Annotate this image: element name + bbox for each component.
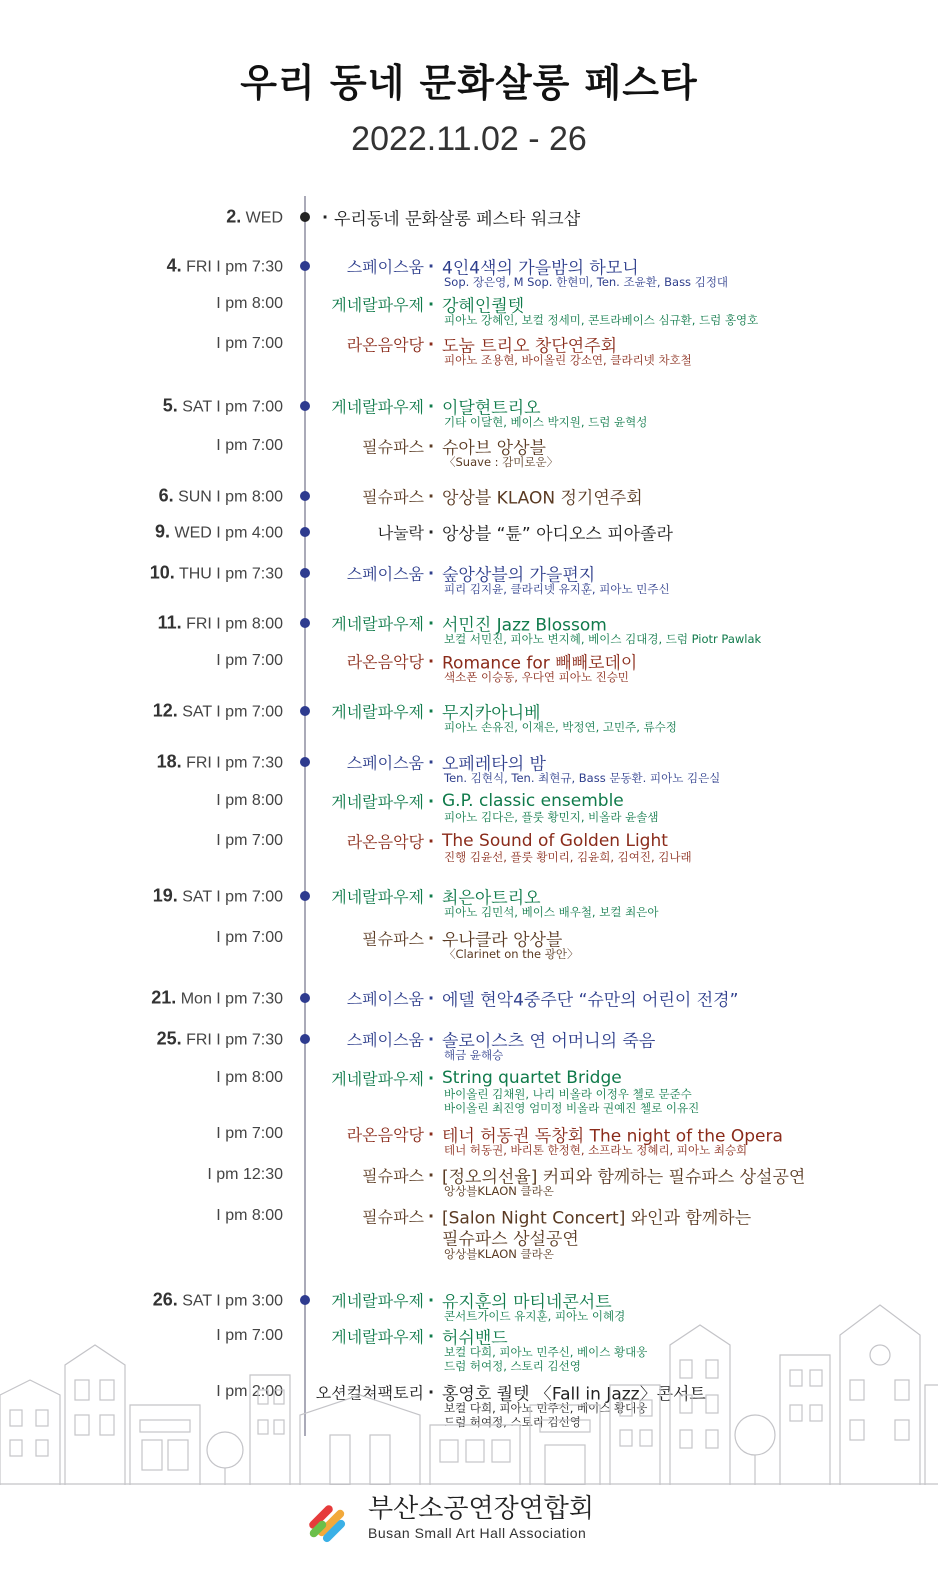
event-day: 25. bbox=[156, 1028, 182, 1049]
event-title: 솔로이스츠 연 어머니의 죽음 bbox=[442, 1031, 656, 1052]
event-time: I pm 7:00 bbox=[216, 1125, 283, 1142]
timeline-dot bbox=[300, 993, 310, 1003]
timeline-line bbox=[304, 196, 306, 1436]
event-time: I pm 2:00 bbox=[216, 1383, 283, 1400]
event-time: FRI I pm 8:00 bbox=[186, 615, 283, 633]
event-performers: 피아노 김민석, 베이스 배우철, 보컬 최은아 bbox=[444, 905, 659, 919]
event-datetime bbox=[207, 1166, 283, 1184]
event-time: I pm 8:00 bbox=[216, 1069, 283, 1086]
bullet-separator: · bbox=[428, 1165, 435, 1185]
event-performers: 피아노 김다은, 플룻 황민지, 비올라 윤솔샘 bbox=[444, 810, 659, 824]
event-day: 6. bbox=[158, 485, 174, 506]
event-title: 4인4색의 가을밤의 하모니 bbox=[442, 258, 639, 279]
bullet-separator: · bbox=[428, 1290, 435, 1310]
bullet-separator: · bbox=[428, 988, 435, 1008]
event-datetime bbox=[216, 295, 283, 313]
event-day: 19. bbox=[152, 885, 178, 906]
event-performers: 보컬 다희, 피아노 민주신, 베이스 황대웅 bbox=[444, 1401, 648, 1415]
event-venue: 스페이스움 bbox=[346, 564, 424, 584]
bullet-separator: · bbox=[428, 486, 435, 506]
bullet-separator: · bbox=[428, 436, 435, 456]
event-day: 5. bbox=[162, 395, 178, 416]
event-performers: Ten. 김현식, Ten. 최현규, Bass 문동환. 피아노 김은실 bbox=[444, 771, 721, 785]
organization-name-english: Busan Small Art Hall Association bbox=[368, 1525, 587, 1541]
event-performers: 〈Clarinet on the 광안〉 bbox=[444, 947, 579, 961]
event-title: 이달현트리오 bbox=[442, 398, 541, 419]
event-performers: 기타 이달현, 베이스 박지원, 드럼 윤혁성 bbox=[444, 415, 648, 429]
event-time: I pm 7:00 bbox=[216, 335, 283, 352]
timeline-dot bbox=[300, 1034, 310, 1044]
timeline-dot bbox=[300, 757, 310, 767]
event-time: FRI I pm 7:30 bbox=[186, 1031, 283, 1049]
event-performers: 바이올린 김채원, 나리 비올라 이정우 첼로 문준수 bbox=[444, 1087, 692, 1101]
poster-title: 우리 동네 문화살롱 페스타 bbox=[240, 61, 698, 105]
event-venue: 스페이스움 bbox=[346, 989, 424, 1009]
event-datetime bbox=[216, 929, 283, 947]
event-title: 무지카아니베 bbox=[442, 703, 541, 724]
timeline-dot bbox=[300, 527, 310, 537]
event-performers: 테너 허동권, 바리톤 한정현, 소프라노 정혜리, 피아노 최승희 bbox=[444, 1143, 748, 1157]
event-time: FRI I pm 7:30 bbox=[186, 258, 283, 276]
event-datetime bbox=[216, 652, 283, 670]
event-time: FRI I pm 7:30 bbox=[186, 754, 283, 772]
event-time: I pm 7:00 bbox=[216, 929, 283, 946]
event-venue: 게네랄파우제 bbox=[331, 792, 424, 812]
event-datetime bbox=[163, 396, 283, 417]
timeline-dot bbox=[300, 212, 310, 222]
event-title: 앙상블 KLAON 정기연주회 bbox=[442, 488, 643, 509]
bullet-separator: · bbox=[428, 1068, 435, 1088]
event-day: 26. bbox=[152, 1289, 178, 1310]
event-venue: 라온음악당 bbox=[346, 652, 424, 672]
event-title: 강혜인퀄텟 bbox=[442, 296, 525, 317]
event-title: Romance for 빼빼로데이 bbox=[442, 653, 638, 674]
event-time: WED I pm 4:00 bbox=[174, 524, 283, 542]
event-time: I pm 7:00 bbox=[216, 832, 283, 849]
event-datetime bbox=[157, 1029, 283, 1050]
event-time: SAT I pm 7:00 bbox=[182, 888, 283, 906]
event-datetime bbox=[226, 207, 283, 228]
event-datetime bbox=[157, 752, 283, 773]
event-venue: 스페이스움 bbox=[346, 257, 424, 277]
event-title: 최은아트리오 bbox=[442, 888, 541, 909]
event-performers: 앙상블KLAON 클라온 bbox=[444, 1247, 554, 1261]
event-title: 우나클라 앙상블 bbox=[442, 930, 563, 951]
event-performers: 드럼 허여정, 스토리 김선영 bbox=[444, 1359, 581, 1373]
event-time: Mon I pm 7:30 bbox=[180, 990, 283, 1008]
event-datetime bbox=[153, 701, 283, 722]
bullet-separator: · bbox=[428, 1206, 435, 1226]
event-datetime bbox=[216, 1069, 283, 1087]
event-title: 우리동네 문화살롱 페스타 워크샵 bbox=[334, 209, 581, 230]
bullet-separator: · bbox=[428, 294, 435, 314]
timeline-dot bbox=[300, 568, 310, 578]
event-datetime bbox=[158, 613, 283, 634]
event-time: I pm 8:00 bbox=[216, 1207, 283, 1224]
event-day: 11. bbox=[157, 612, 182, 633]
event-title: 에델 현악4중주단 “슈만의 어린이 전경” bbox=[442, 990, 739, 1011]
event-title: 숲앙상블의 가을편지 bbox=[442, 565, 596, 586]
event-title: [정오의선율] 커피와 함께하는 필슈파스 상설공연 bbox=[442, 1167, 806, 1188]
event-time: I pm 7:00 bbox=[216, 1327, 283, 1344]
event-title: 유지훈의 마티네콘서트 bbox=[442, 1292, 612, 1313]
event-datetime bbox=[159, 486, 283, 507]
event-performers: 피아노 조용현, 바이올린 강소연, 클라리넷 차호철 bbox=[444, 353, 692, 367]
event-venue: 라온음악당 bbox=[346, 1125, 424, 1145]
timeline-dot bbox=[300, 891, 310, 901]
event-venue: 필슈파스 bbox=[362, 1166, 424, 1186]
event-performers: 바이올린 최진영 엄미정 비올라 권예진 첼로 이유진 bbox=[444, 1101, 700, 1115]
event-time: I pm 8:00 bbox=[216, 295, 283, 312]
event-title: The Sound of Golden Light bbox=[442, 831, 668, 851]
event-venue: 필슈파스 bbox=[362, 487, 424, 507]
event-venue: 스페이스움 bbox=[346, 1030, 424, 1050]
event-datetime bbox=[216, 832, 283, 850]
event-performers: 해금 윤해승 bbox=[444, 1048, 504, 1062]
event-time: WED bbox=[245, 209, 283, 227]
association-logo bbox=[300, 1485, 360, 1545]
bullet-separator: · bbox=[428, 886, 435, 906]
bullet-separator: · bbox=[428, 701, 435, 721]
event-performers: 진행 김윤선, 플룻 황미리, 김윤희, 김여진, 김나래 bbox=[444, 850, 692, 864]
bullet-separator: · bbox=[428, 791, 435, 811]
event-performers: 보컬 서민진, 피아노 변지혜, 베이스 김대경, 드럼 Piotr Pawlak bbox=[444, 632, 762, 646]
bullet-separator: · bbox=[428, 651, 435, 671]
event-day: 2. bbox=[226, 206, 242, 227]
event-time: I pm 7:00 bbox=[216, 437, 283, 454]
event-venue: 필슈파스 bbox=[362, 437, 424, 457]
event-title: G.P. classic ensemble bbox=[442, 791, 624, 811]
event-venue: 게네랄파우제 bbox=[331, 702, 424, 722]
event-time: SUN I pm 8:00 bbox=[178, 488, 283, 506]
event-datetime bbox=[151, 988, 283, 1009]
event-title: 허쉬밴드 bbox=[442, 1328, 508, 1349]
event-venue: 라온음악당 bbox=[346, 335, 424, 355]
event-performers: 앙상블KLAON 클라온 bbox=[444, 1184, 554, 1198]
event-day: 18. bbox=[156, 751, 182, 772]
event-datetime bbox=[150, 563, 283, 584]
bullet-separator: · bbox=[428, 522, 435, 542]
event-venue: 나눌락 bbox=[377, 523, 424, 543]
event-datetime bbox=[216, 792, 283, 810]
bullet-separator: · bbox=[428, 396, 435, 416]
event-title-continued: 필슈파스 상설공연 bbox=[442, 1229, 579, 1250]
event-performers: 콘서트가이드 유지훈, 피아노 이혜경 bbox=[444, 1309, 626, 1323]
event-datetime bbox=[216, 1125, 283, 1143]
bullet-separator: · bbox=[428, 1029, 435, 1049]
event-time: SAT I pm 3:00 bbox=[182, 1292, 283, 1310]
event-performers: 피아노 손유진, 이재은, 박정연, 고민주, 류수정 bbox=[444, 720, 677, 734]
event-venue: 게네랄파우제 bbox=[331, 397, 424, 417]
event-day: 12. bbox=[152, 700, 178, 721]
event-title: String quartet Bridge bbox=[442, 1068, 622, 1088]
event-performers: 피리 김지윤, 클라리넷 유지훈, 피아노 민주신 bbox=[444, 582, 670, 596]
event-venue: 게네랄파우제 bbox=[331, 295, 424, 315]
bullet-separator: · bbox=[428, 613, 435, 633]
bullet-separator: · bbox=[322, 207, 329, 227]
bullet-separator: · bbox=[428, 1382, 435, 1402]
city-skyline-illustration bbox=[0, 1285, 938, 1485]
event-datetime bbox=[155, 522, 283, 543]
bullet-separator: · bbox=[428, 928, 435, 948]
event-venue: 게네랄파우제 bbox=[331, 887, 424, 907]
event-performers: 보컬 다희, 피아노 민주신, 베이스 황대웅 bbox=[444, 1345, 648, 1359]
event-title: 슈아브 앙상블 bbox=[442, 438, 546, 459]
event-performers: 피아노 강혜인, 보컬 정세미, 콘트라베이스 심규환, 드럼 홍영호 bbox=[444, 313, 759, 327]
event-venue: 라온음악당 bbox=[346, 832, 424, 852]
event-venue: 오션컬쳐팩토리 bbox=[315, 1383, 424, 1403]
bullet-separator: · bbox=[428, 752, 435, 772]
event-day: 10. bbox=[149, 562, 175, 583]
event-title: 테너 허동권 독창회 The night of the Opera bbox=[442, 1126, 783, 1147]
event-title: 서민진 Jazz Blossom bbox=[442, 615, 607, 636]
event-time: THU I pm 7:30 bbox=[178, 565, 283, 583]
bullet-separator: · bbox=[428, 831, 435, 851]
event-time: I pm 12:30 bbox=[207, 1166, 283, 1183]
bullet-separator: · bbox=[428, 256, 435, 276]
timeline-dot bbox=[300, 401, 310, 411]
event-title: 앙상블 “튠” 아디오스 피아졸라 bbox=[442, 524, 673, 545]
event-venue: 게네랄파우제 bbox=[331, 614, 424, 634]
event-datetime bbox=[153, 886, 283, 907]
timeline-dot bbox=[300, 706, 310, 716]
event-time: I pm 8:00 bbox=[216, 792, 283, 809]
event-venue: 필슈파스 bbox=[362, 1207, 424, 1227]
event-venue: 게네랄파우제 bbox=[331, 1327, 424, 1347]
bullet-separator: · bbox=[428, 1124, 435, 1144]
event-title: 홍영호 퀄텟 〈Fall in Jazz〉콘서트 bbox=[442, 1384, 706, 1405]
event-performers: 〈Suave : 감미로운〉 bbox=[444, 455, 559, 469]
event-title: [Salon Night Concert] 와인과 함께하는 bbox=[442, 1208, 752, 1229]
event-title: 오페레타의 밤 bbox=[442, 754, 546, 775]
event-title: 도눔 트리오 창단연주회 bbox=[442, 336, 618, 357]
event-datetime bbox=[167, 256, 283, 277]
event-datetime bbox=[216, 1207, 283, 1225]
event-datetime bbox=[216, 335, 283, 353]
event-time: SAT I pm 7:00 bbox=[182, 398, 283, 416]
event-time: SAT I pm 7:00 bbox=[182, 703, 283, 721]
event-datetime bbox=[216, 437, 283, 455]
bullet-separator: · bbox=[428, 1326, 435, 1346]
event-day: 21. bbox=[151, 987, 177, 1008]
event-day: 9. bbox=[155, 521, 171, 542]
bullet-separator: · bbox=[428, 563, 435, 583]
event-performers: 색소폰 이승동, 우다연 피아노 진승민 bbox=[444, 670, 629, 684]
festival-dates: 2022.11.02 - 26 bbox=[351, 120, 587, 158]
event-venue: 게네랄파우제 bbox=[331, 1069, 424, 1089]
timeline-dot bbox=[300, 491, 310, 501]
event-day: 4. bbox=[166, 255, 182, 276]
bullet-separator: · bbox=[428, 334, 435, 354]
event-performers: Sop. 장은영, M Sop. 한현미, Ten. 조윤환, Bass 김정대 bbox=[444, 275, 729, 289]
event-venue: 게네랄파우제 bbox=[331, 1291, 424, 1311]
organization-name-korean: 부산소공연장연합회 bbox=[368, 1494, 595, 1524]
timeline-dot bbox=[300, 261, 310, 271]
event-venue: 스페이스움 bbox=[346, 753, 424, 773]
timeline-dot bbox=[300, 618, 310, 628]
event-venue: 필슈파스 bbox=[362, 929, 424, 949]
event-performers: 드럼 허여정, 스토리 김선영 bbox=[444, 1415, 581, 1429]
event-time: I pm 7:00 bbox=[216, 652, 283, 669]
